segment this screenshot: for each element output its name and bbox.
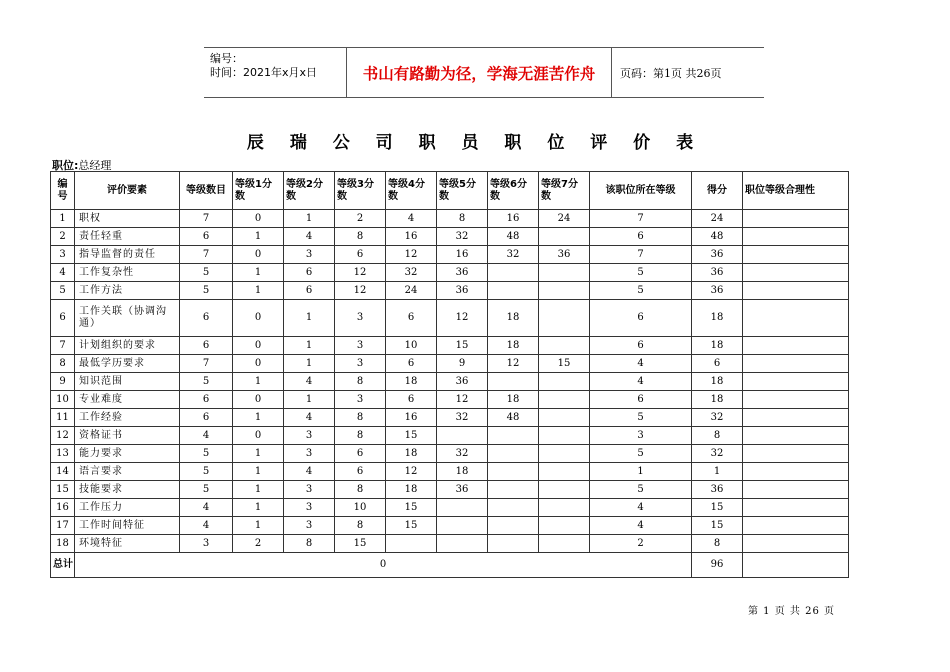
table-cell: 4	[180, 517, 233, 535]
table-cell	[539, 391, 590, 409]
table-cell: 18	[386, 373, 437, 391]
table-cell: 48	[488, 228, 539, 246]
table-cell: 12	[437, 391, 488, 409]
table-cell: 12	[386, 246, 437, 264]
table-cell	[488, 481, 539, 499]
table-cell: 6	[180, 391, 233, 409]
evaluation-table	[50, 171, 849, 578]
table-cell: 4	[51, 264, 75, 282]
table-header-row	[51, 172, 849, 210]
table-cell: 0	[233, 427, 284, 445]
table-cell: 6	[590, 300, 692, 337]
position-label: 职位:	[52, 159, 79, 172]
table-row	[51, 373, 849, 391]
table-cell: 7	[180, 210, 233, 228]
table-cell	[488, 499, 539, 517]
table-cell: 0	[233, 246, 284, 264]
table-cell: 12	[51, 427, 75, 445]
table-cell: 8	[335, 517, 386, 535]
table-cell: 18	[692, 373, 743, 391]
criterion-cell: 知识范围	[75, 373, 180, 391]
table-cell: 48	[488, 409, 539, 427]
time-label: 时间：2021年x月x日	[210, 66, 318, 79]
col-header: 等级6分数	[488, 172, 539, 210]
table-cell: 3	[284, 427, 335, 445]
table-row	[51, 246, 849, 264]
table-cell: 3	[284, 445, 335, 463]
table-cell	[743, 300, 849, 337]
table-cell	[488, 535, 539, 553]
table-cell: 6	[386, 391, 437, 409]
header-page-info: 页码：第1页 共26页	[620, 66, 722, 80]
criterion-cell: 工作方法	[75, 282, 180, 300]
table-cell: 2	[233, 535, 284, 553]
table-row	[51, 535, 849, 553]
criterion-cell: 工作压力	[75, 499, 180, 517]
table-cell: 6	[284, 282, 335, 300]
table-cell: 15	[386, 427, 437, 445]
table-row	[51, 210, 849, 228]
table-cell	[437, 427, 488, 445]
table-cell: 15	[437, 337, 488, 355]
col-header: 等级2分数	[284, 172, 335, 210]
page-footer: 第 1 页 共 26 页	[748, 606, 835, 617]
table-cell: 6	[180, 228, 233, 246]
table-row	[51, 499, 849, 517]
table-cell: 24	[692, 210, 743, 228]
table-cell	[539, 409, 590, 427]
table-cell: 36	[437, 282, 488, 300]
table-cell: 6	[590, 228, 692, 246]
criterion-cell: 资格证书	[75, 427, 180, 445]
table-cell: 4	[386, 210, 437, 228]
table-row	[51, 409, 849, 427]
table-cell: 6	[51, 300, 75, 337]
table-cell: 24	[386, 282, 437, 300]
table-cell: 0	[233, 300, 284, 337]
col-header: 等级5分数	[437, 172, 488, 210]
table-cell: 4	[590, 499, 692, 517]
table-cell	[743, 282, 849, 300]
table-cell: 36	[437, 264, 488, 282]
table-body	[51, 210, 849, 553]
table-cell: 8	[335, 481, 386, 499]
total-row	[51, 553, 849, 578]
table-cell: 16	[386, 228, 437, 246]
table-cell: 6	[180, 409, 233, 427]
table-cell: 1	[233, 463, 284, 481]
criterion-cell: 工作经验	[75, 409, 180, 427]
criterion-cell: 专业难度	[75, 391, 180, 409]
table-cell: 18	[488, 391, 539, 409]
table-row	[51, 463, 849, 481]
table-cell	[743, 264, 849, 282]
table-cell: 8	[51, 355, 75, 373]
table-cell: 5	[180, 282, 233, 300]
table-cell	[539, 373, 590, 391]
criterion-cell: 工作关联（协调沟通）	[75, 300, 180, 337]
col-header: 等级4分数	[386, 172, 437, 210]
table-cell: 1	[590, 463, 692, 481]
total-remark	[743, 553, 849, 578]
table-cell: 5	[590, 409, 692, 427]
table-cell: 3	[284, 246, 335, 264]
criterion-cell: 语言要求	[75, 463, 180, 481]
table-cell: 5	[180, 264, 233, 282]
col-header: 等级7分数	[539, 172, 590, 210]
criterion-cell: 技能要求	[75, 481, 180, 499]
table-cell: 4	[180, 427, 233, 445]
table-cell: 3	[335, 355, 386, 373]
table-cell	[539, 427, 590, 445]
table-cell: 6	[590, 337, 692, 355]
col-header: 等级1分数	[233, 172, 284, 210]
table-cell	[539, 499, 590, 517]
table-cell: 12	[386, 463, 437, 481]
table-cell	[488, 463, 539, 481]
table-row	[51, 445, 849, 463]
table-row	[51, 282, 849, 300]
criterion-cell: 环境特征	[75, 535, 180, 553]
table-cell: 6	[692, 355, 743, 373]
table-cell: 7	[590, 246, 692, 264]
table-cell: 9	[51, 373, 75, 391]
table-cell: 4	[590, 355, 692, 373]
table-cell: 8	[692, 535, 743, 553]
table-cell: 6	[386, 355, 437, 373]
table-cell: 3	[284, 499, 335, 517]
table-cell: 0	[233, 355, 284, 373]
total-score: 96	[692, 553, 743, 578]
table-row	[51, 517, 849, 535]
table-cell: 15	[539, 355, 590, 373]
table-cell: 2	[335, 210, 386, 228]
table-cell: 16	[51, 499, 75, 517]
table-cell: 1	[233, 228, 284, 246]
table-cell: 12	[335, 264, 386, 282]
table-cell: 1	[233, 445, 284, 463]
table-cell: 15	[51, 481, 75, 499]
table-cell: 18	[386, 445, 437, 463]
table-cell	[743, 355, 849, 373]
table-cell	[539, 463, 590, 481]
table-cell	[488, 282, 539, 300]
table-cell: 2	[51, 228, 75, 246]
table-cell: 6	[386, 300, 437, 337]
table-cell	[488, 264, 539, 282]
table-cell: 18	[51, 535, 75, 553]
table-cell: 1	[51, 210, 75, 228]
table-cell	[743, 517, 849, 535]
table-cell: 7	[51, 337, 75, 355]
table-cell: 18	[692, 337, 743, 355]
table-cell	[539, 264, 590, 282]
table-cell: 10	[386, 337, 437, 355]
table-cell: 5	[51, 282, 75, 300]
table-cell: 5	[180, 463, 233, 481]
table-cell: 1	[233, 282, 284, 300]
table-cell: 36	[437, 373, 488, 391]
table-cell: 18	[386, 481, 437, 499]
table-cell: 1	[692, 463, 743, 481]
table-cell	[743, 210, 849, 228]
table-cell: 32	[437, 409, 488, 427]
table-cell	[743, 499, 849, 517]
table-cell: 0	[233, 337, 284, 355]
table-cell: 2	[590, 535, 692, 553]
table-cell: 16	[488, 210, 539, 228]
table-cell	[743, 391, 849, 409]
col-header: 得分	[692, 172, 743, 210]
table-cell: 0	[233, 210, 284, 228]
table-cell: 32	[692, 445, 743, 463]
table-row	[51, 355, 849, 373]
table-cell	[539, 282, 590, 300]
criterion-cell: 工作时间特征	[75, 517, 180, 535]
table-cell: 7	[180, 355, 233, 373]
col-header: 职位等级合理性	[743, 172, 849, 210]
table-cell	[743, 228, 849, 246]
document-header	[204, 47, 764, 98]
table-cell	[743, 481, 849, 499]
table-cell: 4	[284, 228, 335, 246]
table-cell: 3	[590, 427, 692, 445]
criterion-cell: 责任轻重	[75, 228, 180, 246]
table-cell: 18	[488, 300, 539, 337]
table-cell: 3	[335, 337, 386, 355]
table-cell: 8	[692, 427, 743, 445]
table-cell: 10	[335, 499, 386, 517]
table-row	[51, 391, 849, 409]
table-cell: 3	[180, 535, 233, 553]
table-cell: 32	[692, 409, 743, 427]
table-cell: 3	[335, 391, 386, 409]
table-cell	[437, 517, 488, 535]
table-cell: 8	[335, 373, 386, 391]
criterion-cell: 指导监督的责任	[75, 246, 180, 264]
table-row	[51, 337, 849, 355]
table-cell: 15	[692, 517, 743, 535]
table-cell	[386, 535, 437, 553]
table-cell: 4	[284, 373, 335, 391]
table-cell: 8	[335, 409, 386, 427]
col-header: 该职位所在等级	[590, 172, 692, 210]
table-cell: 4	[284, 463, 335, 481]
table-cell: 18	[692, 300, 743, 337]
table-row	[51, 427, 849, 445]
table-cell: 36	[692, 264, 743, 282]
table-cell: 10	[51, 391, 75, 409]
table-cell	[539, 337, 590, 355]
table-cell	[743, 337, 849, 355]
total-value: 0	[75, 553, 692, 578]
page-title: 辰 瑞 公 司 职 员 职 位 评 价 表	[246, 133, 704, 153]
table-cell: 6	[590, 391, 692, 409]
table-cell	[539, 445, 590, 463]
table-cell: 36	[539, 246, 590, 264]
criterion-cell: 工作复杂性	[75, 264, 180, 282]
table-cell: 4	[284, 409, 335, 427]
table-cell: 3	[51, 246, 75, 264]
table-cell: 1	[284, 337, 335, 355]
table-cell: 1	[284, 210, 335, 228]
table-cell: 32	[488, 246, 539, 264]
table-cell	[437, 535, 488, 553]
criterion-cell: 能力要求	[75, 445, 180, 463]
table-cell: 1	[284, 391, 335, 409]
col-header: 等级3分数	[335, 172, 386, 210]
table-cell: 15	[386, 499, 437, 517]
table-cell: 18	[692, 391, 743, 409]
table-cell: 1	[233, 517, 284, 535]
table-cell: 3	[284, 481, 335, 499]
table-cell: 5	[180, 481, 233, 499]
table-cell: 16	[437, 246, 488, 264]
table-cell: 7	[180, 246, 233, 264]
table-cell: 1	[284, 355, 335, 373]
table-cell: 36	[692, 282, 743, 300]
table-cell: 32	[437, 228, 488, 246]
table-cell: 3	[335, 300, 386, 337]
table-row	[51, 228, 849, 246]
table-cell	[437, 499, 488, 517]
table-cell: 36	[692, 481, 743, 499]
table-cell: 1	[284, 300, 335, 337]
table-cell	[539, 300, 590, 337]
table-cell: 12	[335, 282, 386, 300]
table-cell: 4	[590, 517, 692, 535]
table-cell	[743, 427, 849, 445]
table-cell	[539, 535, 590, 553]
table-cell: 14	[51, 463, 75, 481]
table-cell: 5	[180, 445, 233, 463]
table-cell	[743, 445, 849, 463]
table-cell: 13	[51, 445, 75, 463]
table-cell	[743, 246, 849, 264]
table-cell: 6	[180, 337, 233, 355]
table-cell: 15	[335, 535, 386, 553]
table-cell: 16	[386, 409, 437, 427]
number-label: 编号：	[210, 52, 243, 65]
table-cell: 24	[539, 210, 590, 228]
table-cell: 9	[437, 355, 488, 373]
table-cell	[539, 481, 590, 499]
table-cell: 18	[437, 463, 488, 481]
table-row	[51, 481, 849, 499]
table-cell	[539, 517, 590, 535]
col-header: 评价要素	[75, 172, 180, 210]
criterion-cell: 职权	[75, 210, 180, 228]
table-cell: 1	[233, 481, 284, 499]
table-cell: 1	[233, 264, 284, 282]
table-cell: 11	[51, 409, 75, 427]
table-cell	[743, 535, 849, 553]
table-cell: 8	[284, 535, 335, 553]
table-cell: 8	[335, 427, 386, 445]
table-cell: 36	[692, 246, 743, 264]
table-cell: 3	[284, 517, 335, 535]
table-cell: 1	[233, 499, 284, 517]
criterion-cell: 最低学历要求	[75, 355, 180, 373]
table-cell: 48	[692, 228, 743, 246]
table-cell: 0	[233, 391, 284, 409]
position-value: 总经理	[78, 159, 112, 172]
table-cell: 15	[386, 517, 437, 535]
header-slogan: 书山有路勤为径，学海无涯苦作舟	[346, 48, 612, 97]
col-header: 编号	[51, 172, 75, 210]
table-cell: 5	[590, 481, 692, 499]
table-cell: 12	[437, 300, 488, 337]
header-meta	[204, 48, 346, 97]
table-cell: 32	[437, 445, 488, 463]
table-row	[51, 264, 849, 282]
table-cell: 5	[590, 282, 692, 300]
table-cell: 8	[335, 228, 386, 246]
table-cell: 17	[51, 517, 75, 535]
table-cell	[488, 517, 539, 535]
table-cell: 8	[437, 210, 488, 228]
table-cell	[488, 373, 539, 391]
table-cell: 12	[488, 355, 539, 373]
table-cell: 6	[284, 264, 335, 282]
table-cell: 5	[590, 445, 692, 463]
table-cell: 36	[437, 481, 488, 499]
table-row	[51, 300, 849, 337]
table-cell	[743, 409, 849, 427]
table-cell: 5	[590, 264, 692, 282]
total-label: 总计	[51, 553, 75, 578]
table-cell: 32	[386, 264, 437, 282]
table-cell: 6	[180, 300, 233, 337]
table-cell: 6	[335, 463, 386, 481]
table-cell: 4	[180, 499, 233, 517]
table-cell: 6	[335, 445, 386, 463]
table-cell: 4	[590, 373, 692, 391]
table-cell: 18	[488, 337, 539, 355]
table-cell	[488, 445, 539, 463]
table-cell	[743, 463, 849, 481]
table-cell: 15	[692, 499, 743, 517]
table-cell: 1	[233, 409, 284, 427]
criterion-cell: 计划组织的要求	[75, 337, 180, 355]
col-header: 等级数目	[180, 172, 233, 210]
table-cell	[488, 427, 539, 445]
table-cell	[743, 373, 849, 391]
table-cell: 6	[335, 246, 386, 264]
table-cell: 5	[180, 373, 233, 391]
table-cell: 1	[233, 373, 284, 391]
table-cell: 7	[590, 210, 692, 228]
table-cell	[539, 228, 590, 246]
